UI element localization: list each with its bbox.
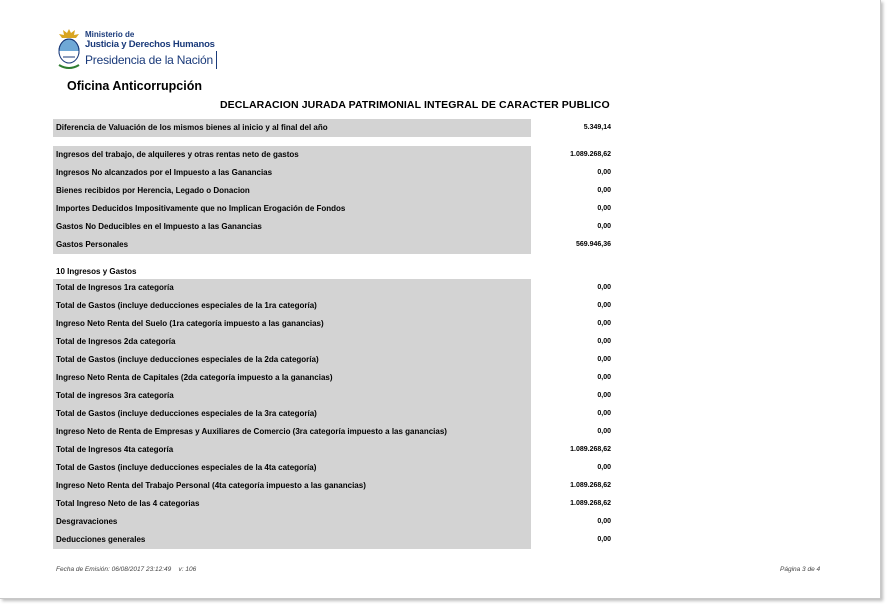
emission-date: Fecha de Emisión: 06/08/2017 23:12:49 v: 106 bbox=[56, 566, 197, 573]
row-value: 0,00 bbox=[531, 297, 613, 315]
logo-divider bbox=[216, 51, 217, 69]
row-label: Gastos Personales bbox=[53, 236, 526, 254]
row-label: Desgravaciones bbox=[53, 513, 526, 531]
row-value: 0,00 bbox=[531, 405, 613, 423]
row-value: 0,00 bbox=[531, 513, 613, 531]
row-label: Ingresos No alcanzados por el Impuesto a las Ganancias bbox=[53, 164, 526, 182]
logo-line-presidency: Presidencia de la Nación bbox=[85, 53, 213, 67]
row-label: Total de Gastos (incluye deducciones especiales de la 3ra categoría) bbox=[53, 405, 526, 423]
row-value: 0,00 bbox=[531, 387, 613, 405]
document-title: DECLARACION JURADA PATRIMONIAL INTEGRAL DE CARACTER PUBLICO bbox=[220, 99, 610, 111]
row-value: 569.946,36 bbox=[531, 236, 613, 254]
row-value: 0,00 bbox=[531, 218, 613, 236]
row-label: Total de Gastos (incluye deducciones especiales de la 1ra categoría) bbox=[53, 297, 526, 315]
row-value: 5.349,14 bbox=[531, 119, 613, 137]
row-value: 0,00 bbox=[531, 531, 613, 549]
row-label: Total Ingreso Neto de las 4 categorias bbox=[53, 495, 526, 513]
row-label: Diferencia de Valuación de los mismos bienes al inicio y al final del año bbox=[53, 119, 526, 137]
logo-line-ministry: Ministerio de bbox=[85, 30, 135, 39]
row-value: 0,00 bbox=[531, 279, 613, 297]
logo-line-justice: Justicia y Derechos Humanos bbox=[85, 39, 215, 50]
row-value: 0,00 bbox=[531, 459, 613, 477]
row-value: 0,00 bbox=[531, 164, 613, 182]
row-value: 0,00 bbox=[531, 315, 613, 333]
row-label: Gastos No Deducibles en el Impuesto a las Ganancias bbox=[53, 218, 526, 236]
row-label: Ingresos del trabajo, de alquileres y otras rentas neto de gastos bbox=[53, 146, 526, 164]
office-name: Oficina Anticorrupción bbox=[67, 79, 202, 93]
row-label: Deducciones generales bbox=[53, 531, 526, 549]
row-value: 0,00 bbox=[531, 369, 613, 387]
row-label: Total de Gastos (incluye deducciones especiales de la 4ta categoría) bbox=[53, 459, 526, 477]
row-label: Total de ingresos 3ra categoría bbox=[53, 387, 526, 405]
row-label: Total de Ingresos 2da categoría bbox=[53, 333, 526, 351]
row-value: 1.089.268,62 bbox=[531, 441, 613, 459]
row-label: Ingreso Neto de Renta de Empresas y Auxiliares de Comercio (3ra categoría impuesto a las ganancias) bbox=[53, 423, 526, 441]
row-value: 1.089.268,62 bbox=[531, 495, 613, 513]
row-value: 1.089.268,62 bbox=[531, 477, 613, 495]
coat-of-arms-icon bbox=[55, 27, 83, 71]
page-number: Página 3 de 4 bbox=[780, 566, 821, 573]
row-label: Total de Gastos (incluye deducciones especiales de la 2da categoría) bbox=[53, 351, 526, 369]
row-value: 0,00 bbox=[531, 182, 613, 200]
row-label: Ingreso Neto Renta del Suelo (1ra categoría impuesto a las ganancias) bbox=[53, 315, 526, 333]
row-value: 0,00 bbox=[531, 200, 613, 218]
row-label: Total de Ingresos 4ta categoría bbox=[53, 441, 526, 459]
row-value: 0,00 bbox=[531, 333, 613, 351]
row-value: 0,00 bbox=[531, 423, 613, 441]
row-value: 1.089.268,62 bbox=[531, 146, 613, 164]
ministry-logo bbox=[55, 27, 225, 73]
row-label: Bienes recibidos por Herencia, Legado o Donacion bbox=[53, 182, 526, 200]
section-title: 10 Ingresos y Gastos bbox=[56, 267, 137, 276]
row-value: 0,00 bbox=[531, 351, 613, 369]
row-label: Total de Ingresos 1ra categoría bbox=[53, 279, 526, 297]
row-label: Importes Deducidos Impositivamente que no Implican Erogación de Fondos bbox=[53, 200, 526, 218]
row-label: Ingreso Neto Renta del Trabajo Personal (4ta categoría impuesto a las ganancias) bbox=[53, 477, 526, 495]
row-label: Ingreso Neto Renta de Capitales (2da categoría impuesto a la ganancias) bbox=[53, 369, 526, 387]
